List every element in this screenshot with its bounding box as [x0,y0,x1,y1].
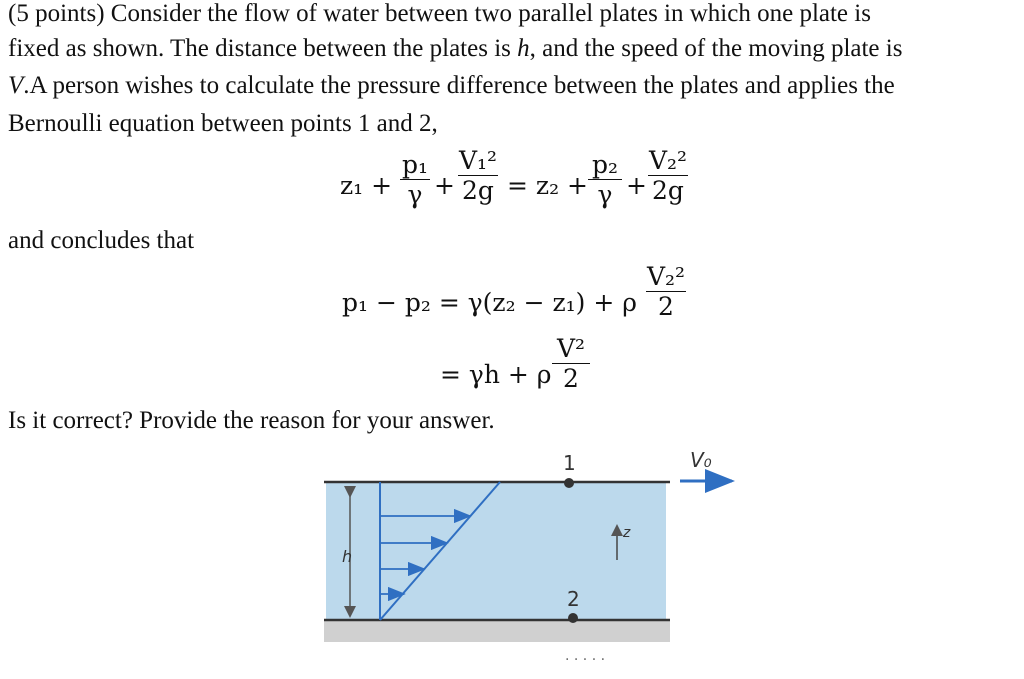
text-fragment: fixed as shown. The distance between the plates is [8,35,518,62]
question-text: Is it correct? Provide the reason for your answer. [8,407,495,434]
point-1-marker [564,478,574,488]
eq1-plus: + [626,171,647,200]
text-fragment: .A person wishes to calculate the pressure difference between the plates and applies the [23,72,895,99]
symbol-V: V [8,72,24,99]
problem-line-1: (5 points) Consider the flow of water between two parallel plates in which one plate is [8,0,871,27]
symbol-h: h [517,35,530,62]
eq1-den: γ [597,180,613,209]
eq1-den: 2g [652,176,684,205]
eq3-lhs: = γh + ρ [440,360,552,389]
eq1-equals-z2: = z₂ + [507,171,588,200]
eq1-num: p₁ [401,150,429,179]
caption-fragment: . . . . . [565,648,606,664]
point-2-marker [568,613,578,623]
eq1-plus: + [434,171,455,200]
eq1-den: γ [407,180,423,209]
eq2-num: V₂² [646,262,686,291]
and-concludes-text: and concludes that [8,227,195,254]
velocity-label: V₀ [690,448,712,472]
fixed-plate [324,620,670,642]
eq1-num: V₁² [458,146,498,175]
eq3-num: V² [556,334,586,363]
fluid-region [326,482,666,620]
problem-line-4: Bernoulli equation between points 1 and 2, [8,110,438,137]
eq1-z1: z₁ + [340,171,393,200]
text-fragment: , and the speed of the moving plate is [529,35,903,62]
height-label: h [342,547,353,566]
eq2-lhs: p₁ − p₂ = γ(z₂ − z₁) + ρ [342,288,637,317]
point-1-label: 1 [563,451,576,475]
eq3-den: 2 [563,364,579,393]
eq1-den: 2g [462,176,494,205]
eq1-num: p₂ [591,150,619,179]
point-2-label: 2 [567,587,580,611]
eq2-den: 2 [658,292,674,321]
eq1-num: V₂² [648,146,688,175]
z-label: z [623,525,631,541]
